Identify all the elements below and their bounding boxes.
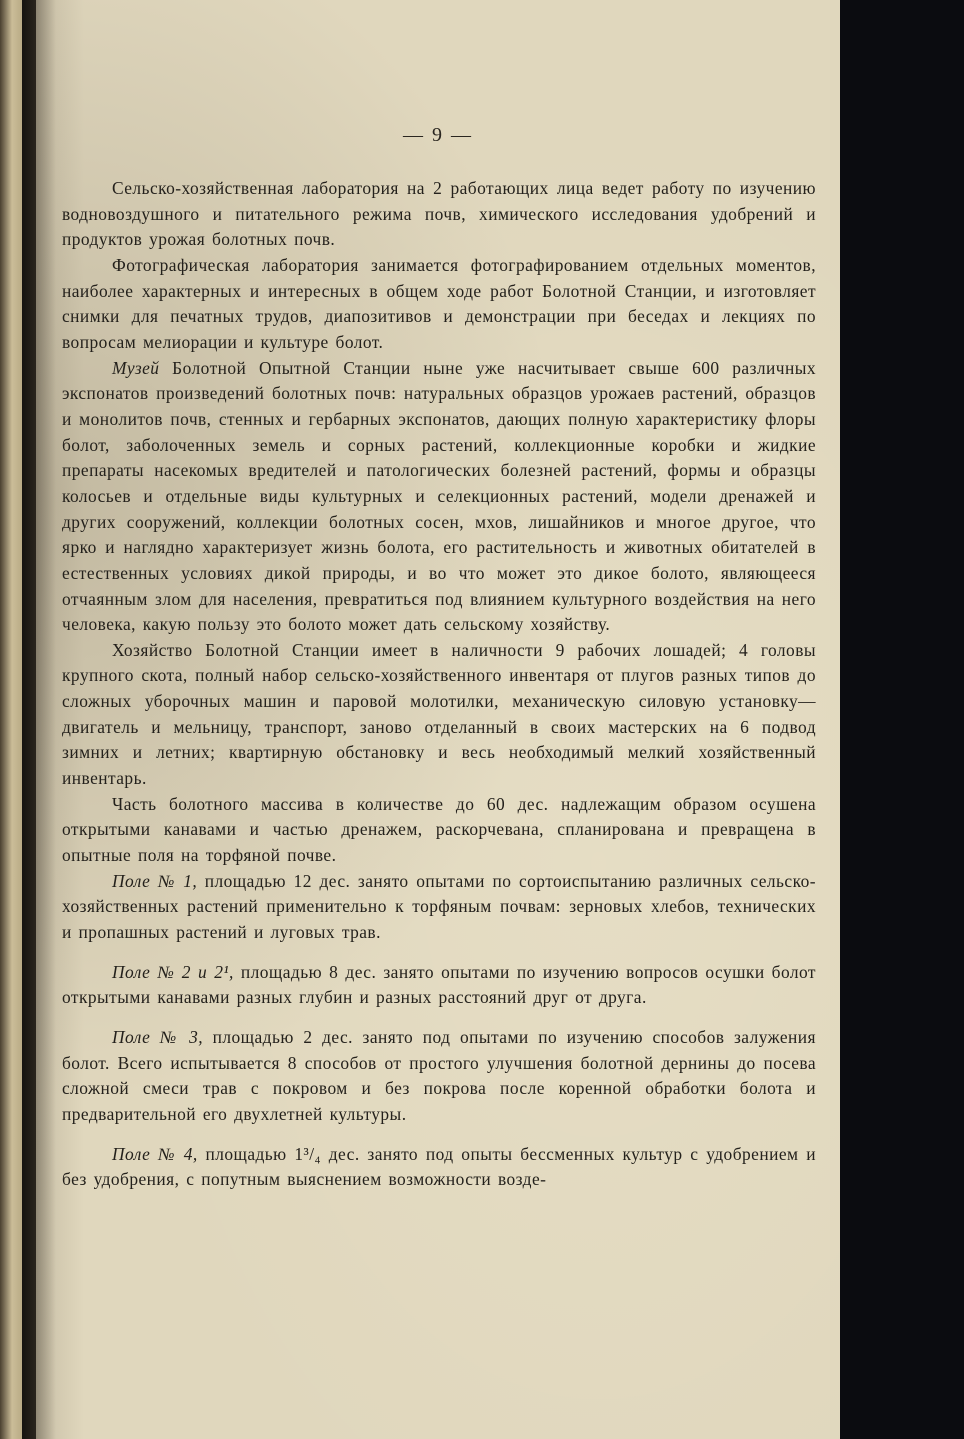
book-gutter	[22, 0, 36, 1439]
paragraph-drained-area: Часть болотного массива в количестве до 60 дес. надлежащим образом осушена открытыми канавами и частью дренажем, раскорчевана, спланирована и превращена в опытные поля на торфяной почве.	[62, 793, 816, 866]
paragraph-lead: Поле № 4,	[112, 1143, 198, 1164]
paragraph-body: площадью 1³/₄ дес. занято под опыты бессменных культур с удобрением и без удобрения, с попутным выяснением возможности возде-	[62, 1143, 816, 1190]
facing-page-edge	[0, 0, 22, 1439]
paragraph-lead: Поле № 1,	[112, 870, 198, 891]
paragraph-field-1	[62, 869, 816, 946]
paragraph-farm: Хозяйство Болотной Станции имеет в наличности 9 рабочих лошадей; 4 головы крупного скота, полный набор сельско-хозяйственного инвентаря от плугов разных типов до сложных уборочных машин и паровой молотилки, механическую силовую установку—двигатель и мельницу, транспорт, заново отделанный в своих мастерских на 6 подвод зимних и летних; квартирную обстановку и весь необходимый мелкий хозяйственный инвентарь.	[62, 639, 816, 789]
paragraph-lead: Поле № 2 и 2¹,	[112, 961, 234, 982]
paragraph-body: площадью 12 дес. занято опытами по сортоиспытанию различных сельско-хозяйственных растений применительно к торфяным почвам: зерновых хлебов, технических и пропашных растений и луговых трав.	[62, 870, 816, 943]
paragraph-lead: Поле № 3,	[112, 1027, 204, 1047]
paragraph-field-2	[62, 960, 816, 1011]
paragraph-museum	[62, 356, 816, 638]
page-fold-shadow	[36, 0, 56, 1439]
paragraph-body: площадью 8 дес. занято опытами по изучению вопросов осушки болот открытыми канавами разных глубин и разных расстояний друг от друга.	[62, 961, 816, 1008]
paragraph-body: Болотной Опытной Станции ныне уже насчитывает свыше 600 различных экспонатов произведений болотных почв: натуральных образцов урожаев растений, образцов и монолитов почв, стенных и гербарных экспонатов, дающих полную характеристику флоры болот, заболоченных земель и сорных растений, коллекционные коробки и жидкие препараты насекомых вредителей и патологических болезней растений, формы и образцы колосьев и отдельные виды культурных и селекционных растений, модели дренажей и других сооружений, коллекции болотных сосен, мхов, лишайников и многое другое, что ярко и наглядно характеризует жизнь болота, его растительность и животных обитателей в естественных условиях дикой природы, и во что может это дикое болото, являющееся отчаянным злом для населения, превратиться под влиянием культурного воздействия на него человека, какую пользу это болото может дать сельскому хозяйству.	[62, 357, 816, 635]
paragraph-body: площадью 2 дес. занято под опытами по изучению способов залужения болот. Всего испытывается 8 способов от простого улучшения болотной дернины до посева сложной смеси трав с покровом и без покрова после коренной обработки болота и предварительной его двухлетней культуры.	[62, 1027, 816, 1124]
page-number: — 9 —	[403, 124, 473, 146]
body-text	[62, 176, 816, 1193]
paragraph-photo-lab: Фотографическая лаборатория занимается фотографированием отдельных моментов, наиболее характерных и интересных в общем ходе работ Болотной Станции, и изготовляет снимки для печатных трудов, диапозитивов и демонстрации при беседах и лекциях по вопросам мелиорации и культуре болот.	[62, 254, 816, 352]
paragraph-field-4	[62, 1142, 816, 1193]
paragraph-laboratory: Сельско-хозяйственная лаборатория на 2 работающих лица ведет работу по изучению водновоздушного и питательного режима почв, химического исследования удобрений и продуктов урожая болотных почв.	[62, 178, 816, 250]
paragraph-field-3	[62, 1025, 816, 1128]
paragraph-lead: Музей	[112, 357, 160, 378]
document-page	[36, 0, 840, 1439]
